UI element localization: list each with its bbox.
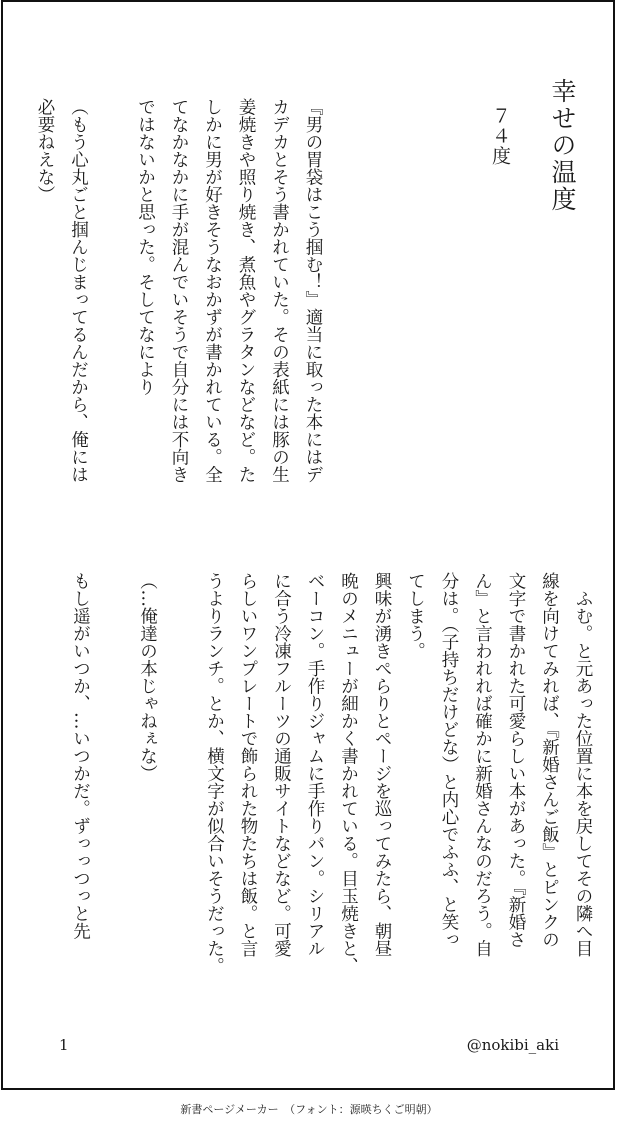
- page-number: 1: [59, 1036, 69, 1054]
- footer-credit: 新書ページメーカー （フォント：源暎ちくご明朝）: [180, 1103, 438, 1116]
- page-title: 幸せの温度: [548, 78, 577, 213]
- body-text-upper: 『男の胃袋はこう掴む！』適当に取った本にはデ カデカとそう書かれていた。その表紙には豚の生 姜焼きや照り焼き、煮魚やグラタンなどなど。た しかに男が好きそうなおかずが書かれている。全 てなかなかに手が混んでいそうで自分には不向き ではないかと思った。そしてなにより （もう心丸ごと掴んじまってるんだから、俺には 必要ねえな）: [35, 98, 323, 483]
- page-frame: [1, 0, 615, 1090]
- page-subtitle: ７４度: [489, 106, 511, 166]
- body-text-lower: ふむ。と元あった位置に本を戻してその隣へ目 線を向けてみれば、『新婚さんご飯』とピンクの 文字で書かれた可愛らしい本があった。『新婚さ ん』と言われれば確かに新婚さんなのだろう。自 分は。（子持ちだけどな）と内心でふふ、と笑っ てしまう。 興味が湧きぺらりとページを巡ってみたら、朝昼 晩のメニューが細かく書かれている。目玉焼きと、 ベーコン。手作りジャムに手作りパン。シリアル に合う冷凍フルーツの通販サイトなどなど。可愛 らしいワンプレートで飾られた物たちは飯。と言 うよりランチ。とか、横文字が似合いそうだった。 （…俺達の本じゃねぇな） もし遥がいつか、…いつかだ。ずっっつっと先: [70, 572, 593, 975]
- author-handle: @nokibi_aki: [466, 1036, 559, 1054]
